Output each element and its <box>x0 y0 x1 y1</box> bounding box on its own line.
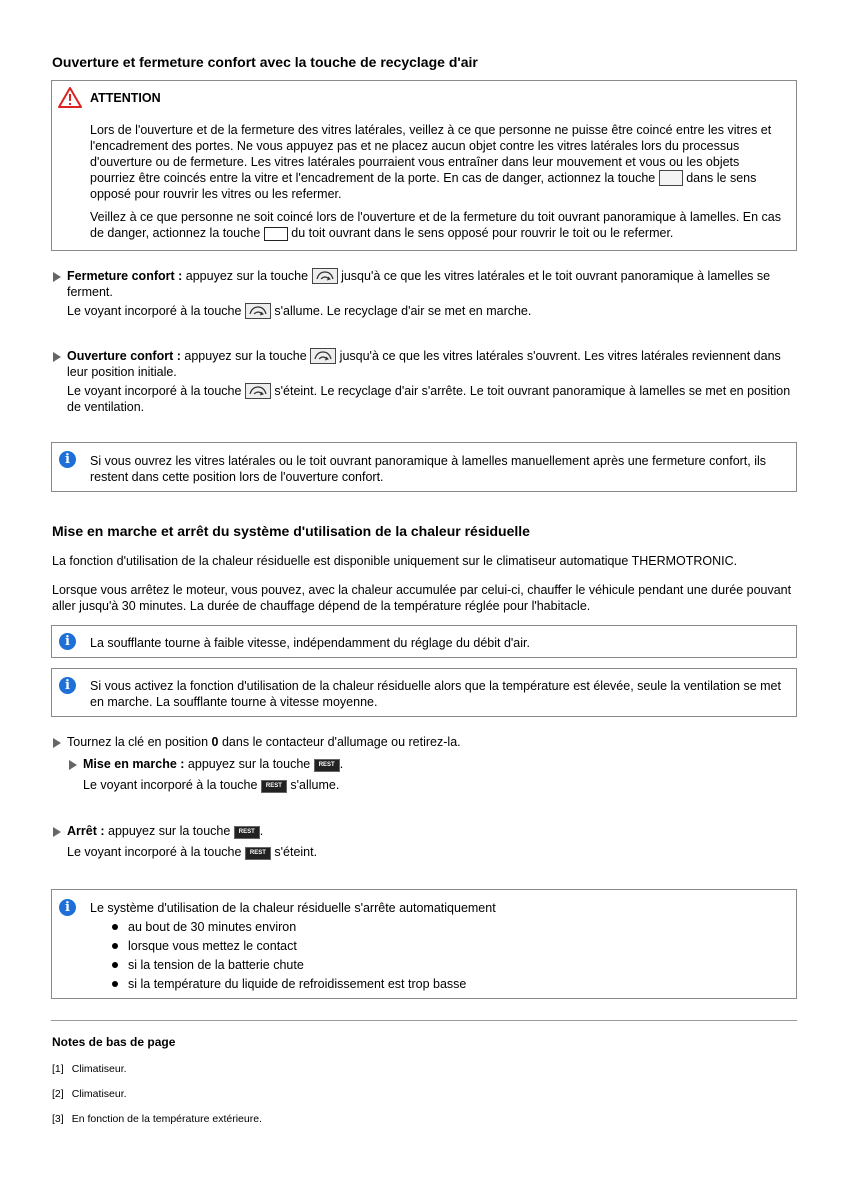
footnote-ref[interactable]: [3] <box>52 1113 64 1125</box>
footnote-ref[interactable]: [2] <box>52 1088 64 1100</box>
step-arrow-icon <box>53 738 61 748</box>
bullet-dot-icon <box>112 981 118 987</box>
info-icon: i <box>59 677 76 694</box>
warning-box <box>51 80 797 251</box>
info-icon: i <box>59 451 76 468</box>
info-box-blower-low <box>51 625 797 658</box>
bullet-item: si la température du liquide de refroidissement est trop basse <box>112 975 466 994</box>
warning-paragraph-2: Veillez à ce que personne ne soit coincé lors de l'ouverture et de la fermeture du toit ouvrant panoramique à lamelles. En cas de danger, actionnez la touche du toit ouvrant dans le sens opposé pour rouvrir le toit ou le refermer. <box>90 210 781 240</box>
rest-key-icon: REST <box>261 780 287 793</box>
info-icon: i <box>59 899 76 916</box>
footnote-item: [1] Climatiseur. <box>52 1063 127 1075</box>
auto-off-list <box>112 918 466 994</box>
sunroof-key-icon <box>264 227 288 241</box>
footnote-ref[interactable]: [1] <box>52 1063 64 1075</box>
step-comfort-close: Fermeture confort : appuyez sur la touche jusqu'à ce que les vitres latérales et le toit ouvrant panoramique à lamelles se ferment. Le voyant incorporé à la touche s'allume. Le recyclage d'air se met en marche. <box>67 269 771 318</box>
air-recirculation-key-icon <box>245 383 271 399</box>
step-arrow-icon <box>53 272 61 282</box>
air-recirculation-key-icon <box>245 303 271 319</box>
rest-key-icon: REST <box>245 847 271 860</box>
window-key-icon <box>659 170 683 186</box>
bullet-dot-icon <box>112 943 118 949</box>
substep-switch-on: Mise en marche : appuyez sur la touche REST . Le voyant incorporé à la touche REST s'allume. <box>83 757 344 792</box>
step-arrow-icon <box>53 827 61 837</box>
info-box-comfort <box>51 442 797 492</box>
rest-key-icon: REST <box>234 826 260 839</box>
bullet-item: lorsque vous mettez le contact <box>112 937 466 956</box>
warning-paragraph-1: Lors de l'ouverture et de la fermeture des vitres latérales, veillez à ce que personne ne puisse être coincé entre les vitres et l'encadrement des portes. Ne vous appuyez pas et ne placez aucun objet contre les vitres latérales lors du processus d'ouverture ou de fermeture. Les vitres latérales pourraient vous entraîner dans leur mouvement et vous ou les objets pourriez être coincés entre la vitre et l'encadrement de la porte. En cas de danger, actionnez la touche dans le sens opposé pour rouvrir les vitres ou les refermer. <box>90 123 772 201</box>
bullet-dot-icon <box>112 924 118 930</box>
bullet-item: si la tension de la batterie chute <box>112 956 466 975</box>
step-turn-key: Tournez la clé en position 0 dans le contacteur d'allumage ou retirez-la. <box>67 735 461 749</box>
bullet-dot-icon <box>112 962 118 968</box>
info-text: La soufflante tourne à faible vitesse, indépendamment du réglage du débit d'air. <box>90 636 530 650</box>
footnotes-divider <box>51 1020 797 1021</box>
footnote-item: [2] Climatiseur. <box>52 1088 127 1100</box>
step-switch-off: Arrêt : appuyez sur la touche REST . Le voyant incorporé à la touche REST s'éteint. <box>67 824 318 859</box>
section-title-comfort: Ouverture et fermeture confort avec la touche de recyclage d'air <box>52 54 478 70</box>
info-icon: i <box>59 633 76 650</box>
substep-arrow-icon <box>69 760 77 770</box>
step-comfort-open: Ouverture confort : appuyez sur la touche jusqu'à ce que les vitres latérales s'ouvrent. Les vitres latérales reviennent dans leur position initiale. Le voyant incorporé à la touche s'éteint. Le recyclage d'air s'arrête. Le toit ouvrant panoramique à lamelles se met en position de ventilation. <box>67 349 791 414</box>
info-text: Le système d'utilisation de la chaleur résiduelle s'arrête automatiquement <box>90 901 496 915</box>
info-box-blower-medium <box>51 668 797 717</box>
air-recirculation-key-icon <box>312 268 338 284</box>
rest-key-icon: REST <box>314 759 340 772</box>
air-recirculation-key-icon <box>310 348 336 364</box>
info-box-auto-off <box>51 889 797 999</box>
info-text: Si vous activez la fonction d'utilisation de la chaleur résiduelle alors que la température est élevée, seule la ventilation se met en marche. La soufflante tourne à vitesse moyenne. <box>90 679 781 709</box>
footnote-item: [3] En fonction de la température extérieure. <box>52 1113 262 1125</box>
footnotes-title: Notes de bas de page <box>52 1035 176 1049</box>
warning-triangle-icon <box>58 87 82 108</box>
residual-heat-paragraph-1: La fonction d'utilisation de la chaleur résiduelle est disponible uniquement sur le climatiseur automatique THERMOTRONIC. <box>52 554 738 568</box>
step-arrow-icon <box>53 352 61 362</box>
bullet-item: au bout de 30 minutes environ <box>112 918 466 937</box>
warning-label: ATTENTION <box>90 91 161 105</box>
info-text: Si vous ouvrez les vitres latérales ou le toit ouvrant panoramique à lamelles manuellement après une fermeture confort, ils restent dans cette position lors de l'ouverture confort. <box>90 454 767 484</box>
section-title-residual-heat: Mise en marche et arrêt du système d'utilisation de la chaleur résiduelle <box>52 523 530 539</box>
residual-heat-paragraph-2: Lorsque vous arrêtez le moteur, vous pouvez, avec la chaleur accumulée par celui-ci, chauffer le véhicule pendant une durée pouvant aller jusqu'à 30 minutes. La durée de chauffage dépend de la température réglée pour l'habitacle. <box>52 583 792 613</box>
